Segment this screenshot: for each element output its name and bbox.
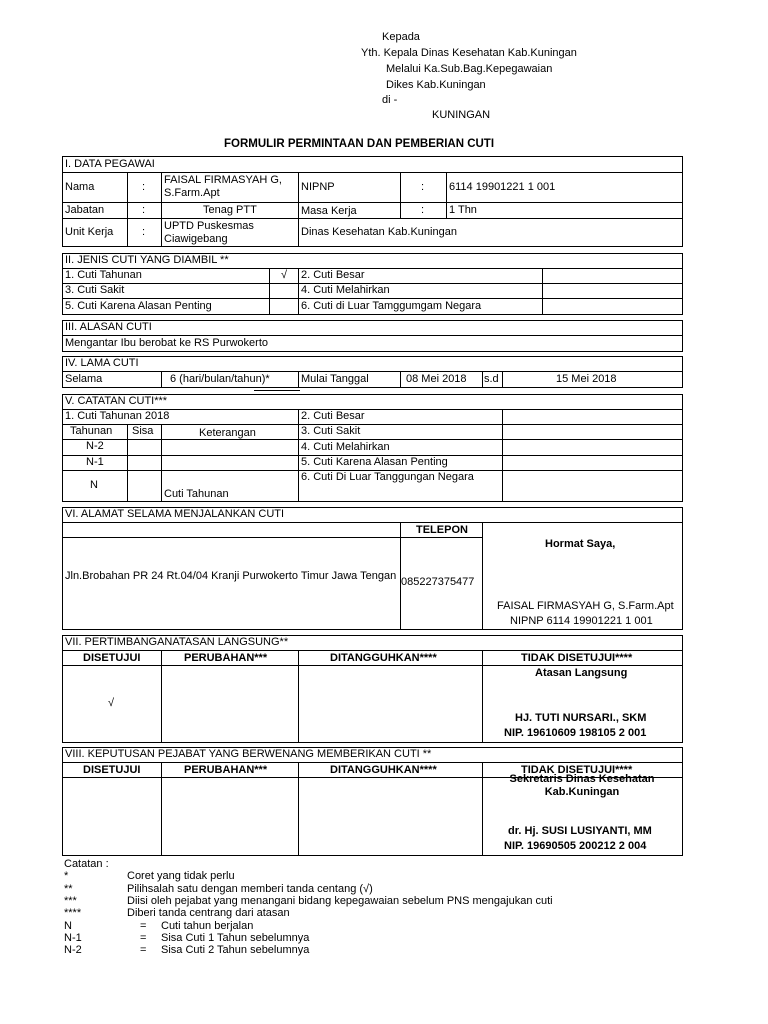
row-n2: N-2 (86, 440, 104, 452)
row-n1: N-1 (86, 456, 104, 468)
cuti-luar-tanggungan-option: 6. Cuti di Luar Tamggumgam Negara (301, 300, 482, 312)
start-date: 08 Mei 2018 (406, 373, 467, 385)
note-text: Diberi tanda centrang dari atasan (127, 907, 290, 919)
end-date: 15 Mei 2018 (556, 373, 617, 385)
section3-heading: III. ALASAN CUTI (65, 321, 152, 333)
note-equals: = (140, 944, 147, 956)
pejabat-name: dr. Hj. SUSI LUSIYANTI, MM (508, 825, 652, 837)
pemohon-nip: NIPNP 6114 19901221 1 001 (510, 615, 653, 627)
note-symbol: N-1 (64, 932, 82, 944)
catatan-cuti-besar: 2. Cuti Besar (301, 410, 365, 422)
check-mark-icon: √ (108, 697, 115, 709)
colon: : (142, 181, 146, 193)
note-text: Sisa Cuti 2 Tahun sebelumnya (161, 944, 310, 956)
col-disetujui: DISETUJUI (83, 764, 141, 776)
check-mark-icon: √ (281, 269, 288, 281)
jabatan-label: Jabatan (65, 204, 105, 216)
notes-heading: Catatan : (64, 858, 109, 870)
pejabat-position: Sekretaris Dinas Kesehatan Kab.Kuningan (509, 773, 655, 798)
note-symbol: *** (64, 895, 77, 907)
cuti-tahunan-option: 1. Cuti Tahunan (65, 269, 142, 281)
nama-value: FAISAL FIRMASYAH G, S.Farm.Apt (164, 174, 282, 199)
col-keterangan: Keterangan (199, 427, 256, 439)
nipnp-label: NIPNP (301, 181, 335, 193)
section2-heading: II. JENIS CUTI YANG DIAMBIL ** (65, 254, 229, 266)
dinas-value: Dinas Kesehatan Kab.Kuningan (301, 226, 457, 238)
col-disetujui: DISETUJUI (83, 652, 141, 664)
note-text: Cuti tahun berjalan (161, 920, 254, 932)
note-equals: = (140, 932, 147, 944)
colon: : (142, 204, 146, 216)
section6-heading: VI. ALAMAT SELAMA MENJALANKAN CUTI (65, 508, 285, 520)
catatan-cuti-melahirkan: 4. Cuti Melahirkan (301, 441, 390, 453)
sd-label: s.d (484, 373, 499, 385)
dikes-text: Dikes Kab.Kuningan (386, 79, 486, 91)
mulai-tanggal-label: Mulai Tanggal (301, 373, 369, 385)
section7-heading: VII. PERTIMBANGANATASAN LANGSUNG** (65, 636, 289, 648)
di-text: di - (382, 94, 398, 106)
catatan-cuti-alasan-penting: 5. Cuti Karena Alasan Penting (301, 456, 448, 468)
cuti-tahunan-2018-label: 1. Cuti Tahunan 2018 (65, 410, 170, 422)
alamat-value: Jln.Brobahan PR 24 Rt.04/04 Kranji Purwokerto Timur Jawa Tengan (65, 570, 397, 582)
note-symbol: **** (64, 907, 82, 919)
note-symbol: N (64, 920, 72, 932)
note-symbol: ** (64, 883, 73, 895)
col-tidak-disetujui: TIDAK DISETUJUI**** (521, 652, 633, 664)
note-text: Diisi oleh pejabat yang menangani bidang kepegawaian sebelum PNS mengajukan cuti (127, 895, 553, 907)
colon: : (421, 204, 425, 216)
row-n: N (90, 479, 98, 491)
melalui-text: Melalui Ka.Sub.Bag.Kepegawaian (386, 63, 553, 75)
alasan-value: Mengantar Ibu berobat ke RS Purwokerto (65, 337, 269, 349)
note-equals: = (140, 920, 147, 932)
hormat-saya: Hormat Saya, (545, 538, 616, 550)
nipnp-value: 6114 19901221 1 001 (449, 181, 556, 193)
telepon-header: TELEPON (416, 524, 468, 536)
cuti-melahirkan-option: 4. Cuti Melahirkan (301, 284, 390, 296)
note-symbol: N-2 (64, 944, 82, 956)
nama-label: Nama (65, 181, 95, 193)
col-perubahan: PERUBAHAN*** (184, 652, 268, 664)
kepada-text: Kepada (382, 31, 420, 43)
cuti-sakit-option: 3. Cuti Sakit (65, 284, 125, 296)
keterangan-value: Cuti Tahunan (164, 488, 229, 500)
col-ditangguhkan: DITANGGUHKAN**** (330, 764, 437, 776)
section1-heading: I. DATA PEGAWAI (65, 158, 155, 170)
unit-kerja-label: Unit Kerja (65, 226, 114, 238)
section5-heading: V. CATATAN CUTI*** (65, 395, 168, 407)
col-tidak-disetujui: TIDAK DISETUJUI**** (521, 764, 633, 776)
pemohon-name: FAISAL FIRMASYAH G, S.Farm.Apt (497, 600, 674, 612)
col-tahunan: Tahunan (70, 425, 113, 437)
telepon-value: 085227375477 (401, 576, 475, 588)
masa-kerja-value: 1 Thn (449, 204, 477, 216)
col-ditangguhkan: DITANGGUHKAN**** (330, 652, 437, 664)
atasan-nip: NIP. 19610609 198105 2 001 (504, 727, 647, 739)
duration-value: 6 (hari/bulan/tahun)* (170, 373, 270, 385)
section4-heading: IV. LAMA CUTI (65, 357, 139, 369)
selama-label: Selama (65, 373, 103, 385)
masa-kerja-label: Masa Kerja (301, 205, 357, 217)
catatan-cuti-luar-tanggungan: 6. Cuti Di Luar Tanggungan Negara (301, 471, 474, 483)
atasan-langsung: Atasan Langsung (535, 667, 628, 679)
jabatan-value: Tenag PTT (203, 204, 257, 216)
note-text: Coret yang tidak perlu (127, 870, 235, 882)
form-title: FORMULIR PERMINTAAN DAN PEMBERIAN CUTI (224, 138, 495, 150)
colon: : (421, 181, 425, 193)
atasan-name: HJ. TUTI NURSARI., SKM (515, 712, 647, 724)
col-perubahan: PERUBAHAN*** (184, 764, 268, 776)
catatan-cuti-sakit: 3. Cuti Sakit (301, 425, 361, 437)
col-sisa: Sisa (132, 425, 154, 437)
unit-kerja-value: UPTD Puskesmas Ciawigebang (164, 220, 254, 245)
colon: : (142, 226, 146, 238)
cuti-besar-option: 2. Cuti Besar (301, 269, 365, 281)
cuti-alasan-penting-option: 5. Cuti Karena Alasan Penting (65, 300, 212, 312)
note-text: Pilihsalah satu dengan memberi tanda centang (√) (127, 883, 373, 895)
note-symbol: * (64, 870, 69, 882)
kota-text: KUNINGAN (432, 109, 491, 121)
note-text: Sisa Cuti 1 Tahun sebelumnya (161, 932, 310, 944)
yth-text: Yth. Kepala Dinas Kesehatan Kab.Kuningan (361, 47, 577, 59)
section8-heading: VIII. KEPUTUSAN PEJABAT YANG BERWENANG MEMBERIKAN CUTI ** (65, 748, 432, 760)
pejabat-nip: NIP. 19690505 200212 2 004 (504, 840, 647, 852)
